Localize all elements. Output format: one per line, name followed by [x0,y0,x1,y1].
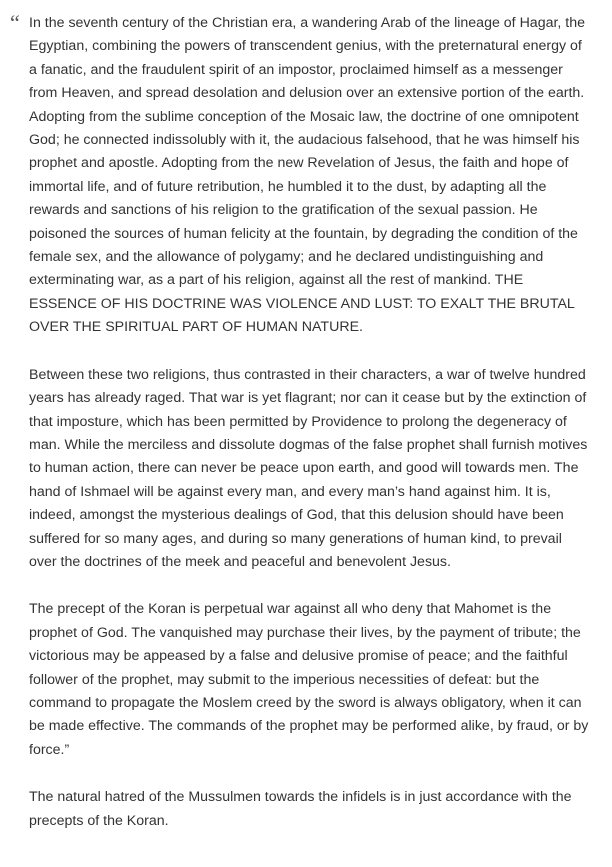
paragraph-1: In the seventh century of the Christian era, a wandering Arab of the lineage of Hagar, the Egyptian, combining the powers of transcendent genius, with the preternatural energy of a fanatic, and the fraudulent spirit of an impostor, proclaimed himself as a messenger from Heaven, and spread desolation and delusion over an extensive portion of the earth. Adopting from the sublime conception of the Mosaic law, the doctrine of one omnipotent God; he connected indissolubly with it, the audacious falsehood, that he was himself his prophet and apostle. Adopting from the new Revelation of Jesus, the faith and hope of immortal life, and of future retribution, he humbled it to the dust, by adapting all the rewards and sanctions of his religion to the gratification of the sexual passion. He poisoned the sources of human felicity at the fountain, by degrading the condition of the female sex, and the allowance of polygamy; and he declared undistinguishing and exterminating war, as a part of his religion, against all the rest of mankind. THE ESSENCE OF HIS DOCTRINE WAS VIOLENCE AND LUST: TO EXALT THE BRUTAL OVER THE SPIRITUAL PART OF HUMAN NATURE. [29,15,586,336]
opening-quote-mark: “ [10,10,20,35]
paragraph-3: The precept of the Koran is perpetual war against all who deny that Mahomet is the prophet of God. The vanquished may purchase their lives, by the payment of tribute; the victorious may be appeased by a false and delusive promise of peace; and the faithful follower of the prophet, may submit to the imperious necessities of defeat: but the command to propagate the Moslem creed by the sword is always obligatory, when it can be made effective. The commands of the prophet may be performed alike, by fraud, or by force.” [29,601,589,758]
paragraph-4: The natural hatred of the Mussulmen towards the infidels is in just accordance with the precepts of the Koran. [29,789,572,829]
paragraph-2: Between these two religions, thus contrasted in their characters, a war of twelve hundred years has already raged. That war is yet flagrant; nor can it cease but by the extinction of that imposture, which has been permitted by Providence to prolong the degeneracy of man. While the merciless and dissolute dogmas of the false prophet shall furnish motives to human action, there can never be peace upon earth, and good will towards men. The hand of Ishmael will be against every man, and every man’s hand against him. It is, indeed, amongst the mysterious dealings of God, that this delusion should have been suffered for so many ages, and during so many generations of human kind, to prevail over the doctrines of the meek and peaceful and benevolent Jesus. [29,366,588,570]
quoted-text-block [29,12,592,833]
